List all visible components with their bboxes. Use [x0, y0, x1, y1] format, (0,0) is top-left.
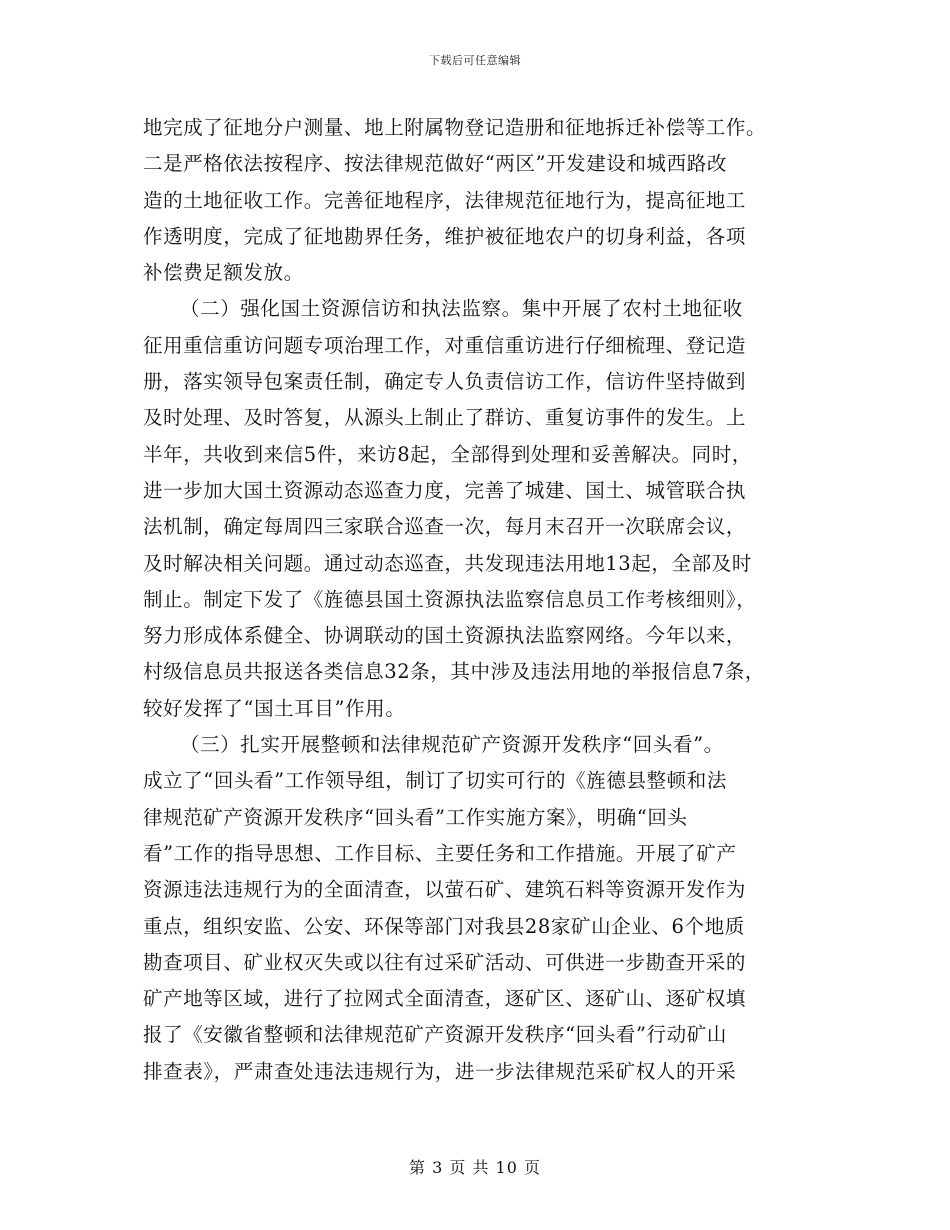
document-body [143, 110, 823, 1090]
text-line: 造的土地征收工作。完善征地程序，法律规范征地行为，提高征地工 [143, 188, 747, 212]
text-line: 成立了“回头看”工作领导组，制订了切实可行的《旌德县整顿和法 [143, 769, 727, 793]
text-line: 册，落实领导包案责任制，确定专人负责信访工作，信访件坚持做到 [143, 370, 747, 394]
text-line: 及时处理、及时答复，从源头上制止了群访、重复访事件的发生。上 [143, 406, 747, 430]
text-line: 进一步加大国土资源动态巡查力度，完善了城建、国土、城管联合执 [143, 478, 747, 502]
text-line: 矿产地等区域，进行了拉网式全面清查，逐矿区、逐矿山、逐矿权填 [143, 987, 747, 1011]
text-line: 排查表》，严肃查处违法违规行为，进一步法律规范采矿权人的开采 [143, 1059, 737, 1083]
page-header: 下载后可任意编辑 [429, 54, 521, 67]
page-footer: 第 3 页 共 10 页 [409, 1158, 541, 1177]
text-line: 二是严格依法按程序、按法律规范做好“两区”开发建设和城西路改 [143, 152, 727, 176]
text-line: 半年，共收到来信5件，来访8起，全部得到处理和妥善解决。同时， [143, 442, 752, 466]
text-line: 律规范矿产资源开发秩序“回头看”工作实施方案》，明确“回头 [143, 805, 688, 829]
section-heading-line: （三）扎实开展整顿和法律规范矿产资源开发秩序“回头看”。 [180, 733, 724, 757]
text-line: 勘查项目、矿业权灭失或以往有过采矿活动、可供进一步勘查开采的 [143, 950, 747, 974]
text-line: 村级信息员共报送各类信息32条，其中涉及违法用地的举报信息7条， [143, 660, 765, 684]
text-line: 及时解决相关问题。通过动态巡查，共发现违法用地13起，全部及时 [143, 551, 752, 575]
text-line: 制止。制定下发了《旌德县国土资源执法监察信息员工作考核细则》， [143, 587, 757, 611]
text-line: 作透明度，完成了征地勘界任务，维护被征地农户的切身利益，各项 [143, 224, 747, 248]
text-line: 报了《安徽省整顿和法律规范矿产资源开发秩序“回头看”行动矿山 [143, 1023, 727, 1047]
section-heading-line: （二）强化国土资源信访和执法监察。集中开展了农村土地征收 [180, 297, 743, 321]
text-line: 看”工作的指导思想、工作目标、主要任务和工作措施。开展了矿产 [143, 841, 737, 865]
text-line: 努力形成体系健全、协调联动的国土资源执法监察网络。今年以来， [143, 624, 747, 648]
text-line: 重点，组织安监、公安、环保等部门对我县28家矿山企业、6个地质 [143, 914, 745, 938]
text-line: 资源违法违规行为的全面清查，以萤石矿、建筑石料等资源开发作为 [143, 878, 747, 902]
text-line: 地完成了征地分户测量、地上附属物登记造册和征地拆迁补偿等工作。 [143, 116, 767, 139]
text-line: 较好发挥了“国土耳目”作用。 [143, 696, 406, 720]
text-line: 征用重信重访问题专项治理工作，对重信重访进行仔细梳理、登记造 [143, 333, 747, 357]
text-line: 补偿费足额发放。 [143, 261, 304, 285]
text-line: 法机制，确定每周四三家联合巡查一次，每月末召开一次联席会议， [143, 515, 747, 539]
